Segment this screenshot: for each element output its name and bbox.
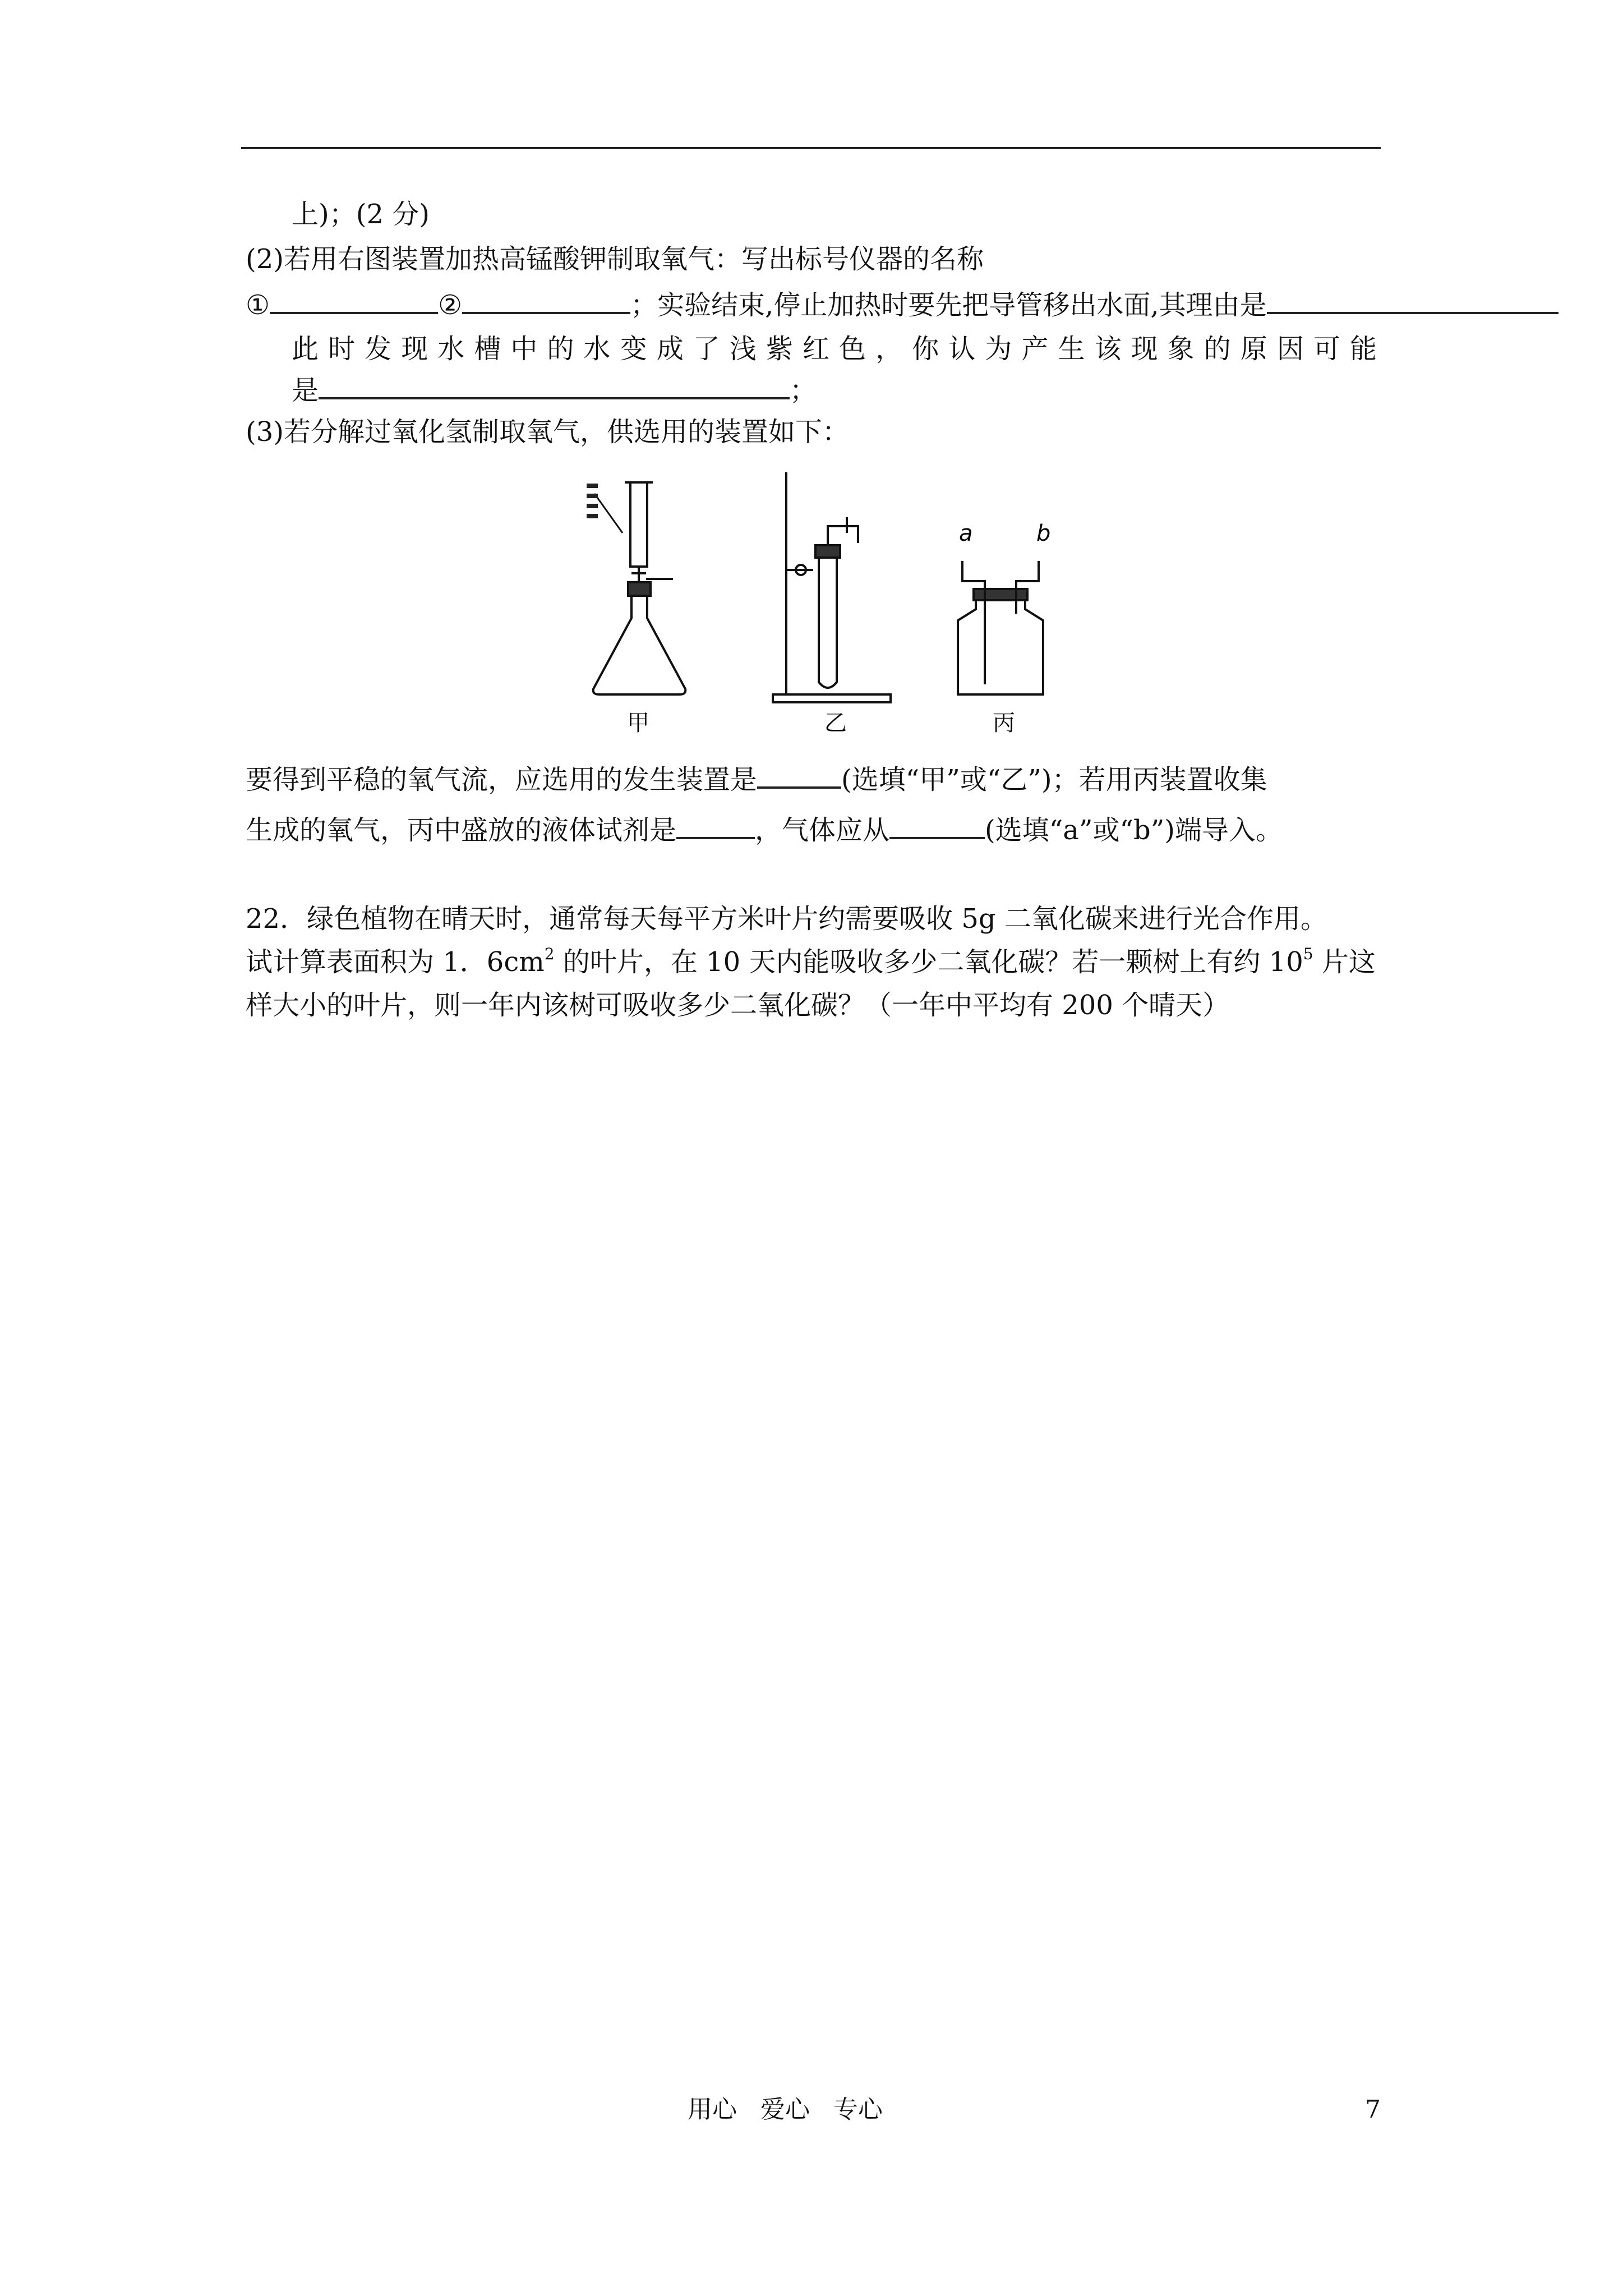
label-bing: 丙 <box>993 710 1015 736</box>
answer-blank-cause[interactable] <box>319 372 790 399</box>
p3-line2-text-b: ，气体应从 <box>755 815 890 846</box>
q22-line2-a: 试计算表面积为 1．6cm <box>246 946 545 978</box>
apparatus-bing <box>958 561 1043 694</box>
answer-blank-instrument-2[interactable] <box>462 287 630 314</box>
q21-part3-line1 <box>246 762 1267 797</box>
footer-motto: 用心 爱心 专心 <box>688 2095 883 2124</box>
q22-line2-b: 的叶片，在 10 天内能吸收多少二氧化碳？若一颗树上有约 10 <box>554 946 1303 978</box>
header-rule <box>241 147 1381 149</box>
answer-blank-inlet[interactable] <box>889 812 985 839</box>
q21-part2-instruments-line <box>246 287 1623 322</box>
p3-line2-text-a: 生成的氧气，丙中盛放的液体试剂是 <box>246 815 677 846</box>
is-text: 是 <box>292 375 319 406</box>
q22-line3: 样大小的叶片，则一年内该树可吸收多少二氧化碳？（一年中平均有 200 个晴天） <box>246 990 1230 1021</box>
cause-end: ； <box>790 375 817 406</box>
apparatus-yi <box>773 472 891 702</box>
q22-superscript-5: 5 <box>1303 945 1313 963</box>
q21-phenomenon-line: 此 时 发 现 水 槽 中 的 水 变 成 了 浅 紫 红 色 ， 你 认 为 产 生 该 现 象 的 原 因 可 能 <box>292 333 1377 365</box>
answer-blank-instrument-1[interactable] <box>270 287 438 314</box>
q21-cause-line <box>292 372 817 407</box>
reason-prompt: ；实验结束,停止加热时要先把导管移出水面,其理由是 <box>630 289 1267 321</box>
apparatus-figure <box>583 471 1066 740</box>
q21-part3-line2 <box>246 812 1283 847</box>
p3-line2-text-c: (选填“a”或“b”)端导入。 <box>985 815 1283 846</box>
label-jia: 甲 <box>627 710 649 736</box>
q21-part2-intro: (2)若用右图装置加热高锰酸钾制取氧气：写出标号仪器的名称 <box>246 243 984 275</box>
answer-blank-reason[interactable] <box>1267 287 1559 314</box>
q22-line2 <box>246 945 1376 979</box>
answer-blank-liquid[interactable] <box>676 812 755 839</box>
label-yi: 乙 <box>824 710 847 736</box>
label-a: a <box>959 521 973 546</box>
p3-line1-text-b: (选填“甲”或“乙”)；若用丙装置收集 <box>841 764 1267 795</box>
apparatus-jia <box>593 482 686 694</box>
page-number: 7 <box>1365 2095 1381 2124</box>
q21-part3-intro: (3)若分解过氧化氢制取氧气，供选用的装置如下： <box>246 416 849 448</box>
q22-line2-c: 片这 <box>1313 946 1376 978</box>
answer-blank-generator[interactable] <box>757 762 841 789</box>
p3-line1-text-a: 要得到平稳的氧气流，应选用的发生装置是 <box>246 764 758 795</box>
circle-number-2: ② <box>438 289 463 321</box>
q22-line1: 22．绿色植物在晴天时，通常每天每平方米叶片约需要吸收 5g 二氧化碳来进行光合作用。 <box>246 903 1327 935</box>
apparatus-jia-label-marks <box>587 484 598 518</box>
q21-continuation: 上)；(2 分) <box>292 199 430 230</box>
label-b: b <box>1036 521 1051 546</box>
q22-superscript-2: 2 <box>544 945 555 963</box>
circle-number-1: ① <box>246 289 270 321</box>
